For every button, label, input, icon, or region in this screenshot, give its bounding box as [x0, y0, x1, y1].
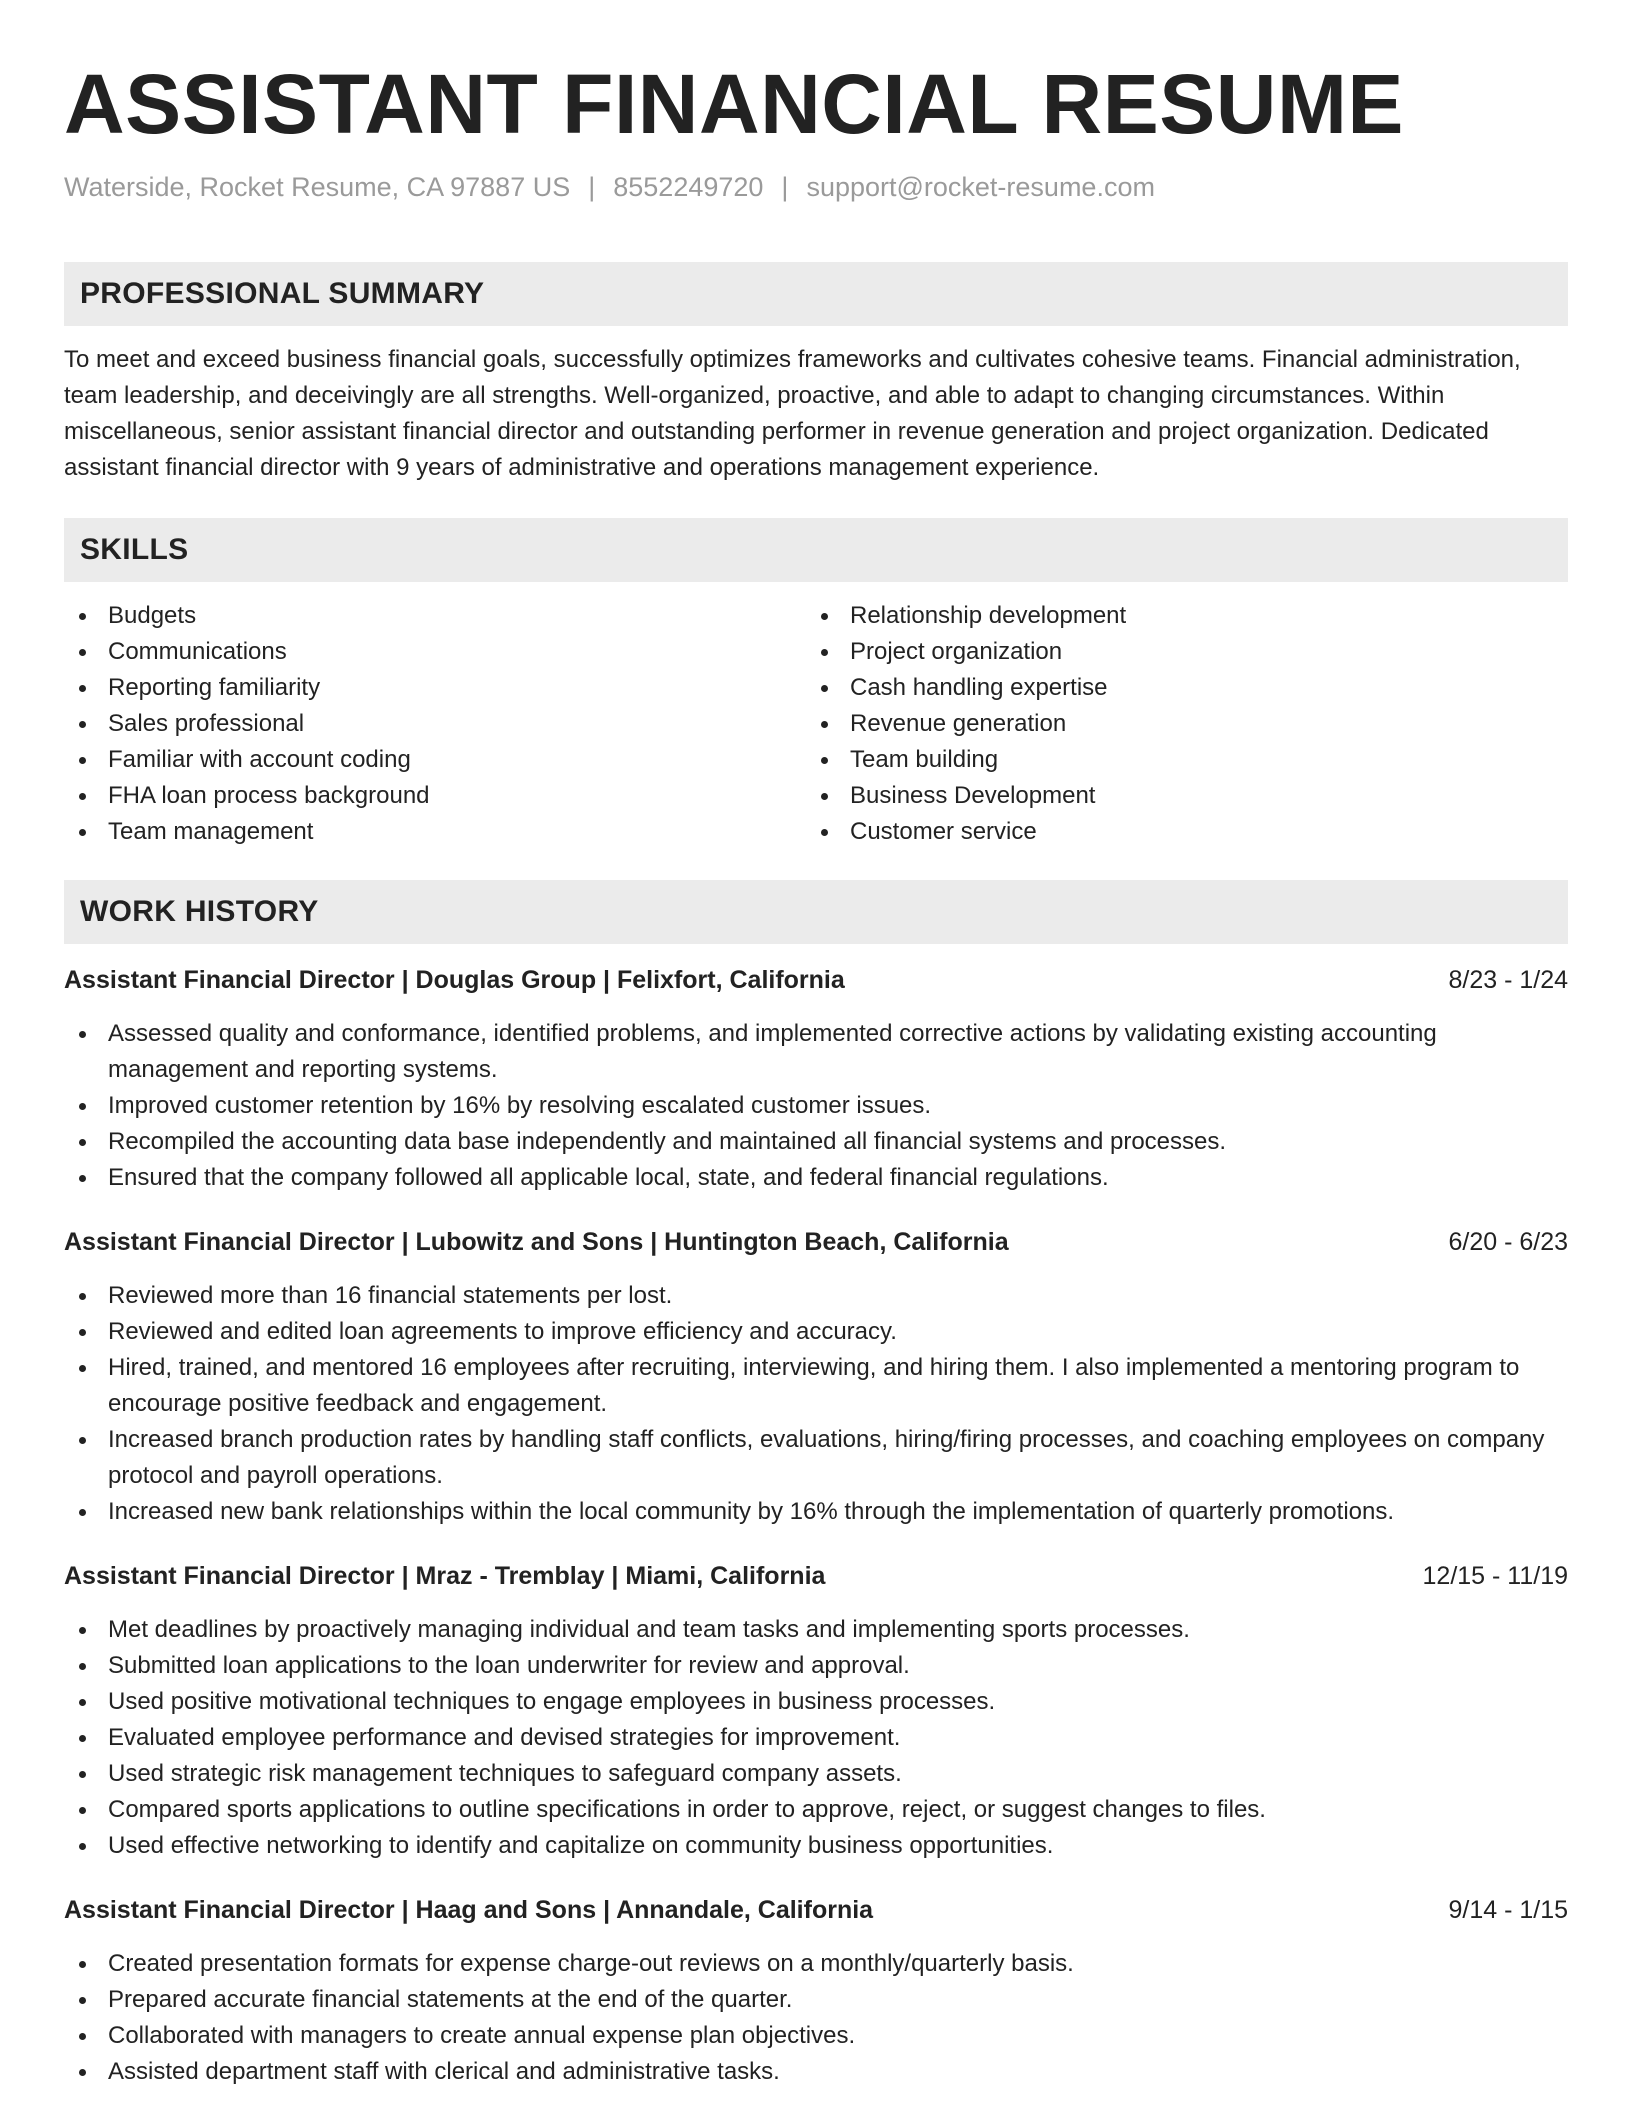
job-entry: [64, 1558, 1568, 1864]
job-header: [64, 1558, 1568, 1594]
bullet-icon: [79, 2033, 86, 2040]
job-bullet: [64, 1612, 1568, 1648]
job-bullet: [64, 1494, 1568, 1530]
job-dates: 9/14 - 1/15: [1448, 1896, 1568, 1924]
job-bullets: [64, 1612, 1568, 1864]
bullet-icon: [79, 829, 86, 836]
job-bullet: [64, 1756, 1568, 1792]
skill-item: [64, 598, 806, 634]
list-item-text: Assisted department staff with clerical and administrative tasks.: [108, 2058, 780, 2085]
list-item-text: Team building: [850, 746, 999, 773]
bullet-icon: [821, 829, 828, 836]
job-bullet: [64, 2054, 1568, 2090]
contact-address: Waterside, Rocket Resume, CA 97887 US: [64, 172, 571, 202]
bullet-icon: [821, 685, 828, 692]
summary-section-header: [64, 262, 1568, 326]
skill-item: [64, 670, 806, 706]
job-bullet: [64, 1422, 1568, 1494]
skill-item: [64, 814, 806, 850]
job-bullet: [64, 1314, 1568, 1350]
work-section-title: WORK HISTORY: [80, 895, 319, 928]
list-item-text: Project organization: [850, 638, 1063, 665]
job-bullet: [64, 1982, 1568, 2018]
list-item-text: Business Development: [850, 782, 1096, 809]
job-bullets: [64, 1016, 1568, 1196]
skill-item: [64, 634, 806, 670]
skill-item: [64, 778, 806, 814]
bullet-icon: [79, 685, 86, 692]
job-entry: [64, 1224, 1568, 1530]
list-item-text: Customer service: [850, 818, 1037, 845]
job-bullet: [64, 1278, 1568, 1314]
summary-text: To meet and exceed business financial goals, successfully optimizes frameworks and cultivates cohesive teams. Financial administration, team leadership, and deceivingly are all strengths. Well-organized, proactive, and able to adapt to changing circumstances. Within miscellaneous, senior assistant financial director and outstanding performer in revenue generation and project organization. Dedicated assistant financial director with 9 years of administrative and operations management experience.: [64, 346, 1521, 481]
job-bullet: [64, 1160, 1568, 1196]
list-item-text: Used effective networking to identify and capitalize on community business opportunities.: [108, 1832, 1054, 1859]
bullet-icon: [79, 613, 86, 620]
job-header: [64, 1892, 1568, 1928]
skill-item: [806, 778, 1548, 814]
job-bullets: [64, 1278, 1568, 1530]
list-item-text: Team management: [108, 818, 314, 845]
job-title: Assistant Financial Director | Haag and Sons | Annandale, California: [64, 1896, 874, 1924]
list-item-text: Increased branch production rates by handling staff conflicts, evaluations, hiring/firing processes, and coaching employees on company protocol and payroll operations.: [108, 1426, 1545, 1489]
job-title: Assistant Financial Director | Mraz - Tremblay | Miami, California: [64, 1562, 826, 1590]
bullet-icon: [79, 1509, 86, 1516]
list-item-text: Prepared accurate financial statements at the end of the quarter.: [108, 1986, 793, 2013]
job-header: [64, 1224, 1568, 1260]
bullet-icon: [821, 757, 828, 764]
skills-section-header: [64, 518, 1568, 582]
list-item-text: FHA loan process background: [108, 782, 430, 809]
skill-item: [806, 814, 1548, 850]
job-header: [64, 962, 1568, 998]
job-bullets: [64, 1946, 1568, 2090]
list-item-text: Increased new bank relationships within the local community by 16% through the implementation of quarterly promotions.: [108, 1498, 1395, 1525]
bullet-icon: [79, 721, 86, 728]
list-item-text: Cash handling expertise: [850, 674, 1108, 701]
list-item-text: Reviewed and edited loan agreements to improve efficiency and accuracy.: [108, 1318, 897, 1345]
list-item-text: Ensured that the company followed all applicable local, state, and federal financial regulations.: [108, 1164, 1109, 1191]
bullet-icon: [79, 1031, 86, 1038]
bullet-icon: [79, 1735, 86, 1742]
skill-item: [64, 706, 806, 742]
job-bullet: [64, 1720, 1568, 1756]
bullet-icon: [79, 1329, 86, 1336]
bullet-icon: [79, 757, 86, 764]
list-item-text: Used strategic risk management techniques to safeguard company assets.: [108, 1760, 902, 1787]
list-item-text: Communications: [108, 638, 287, 665]
bullet-icon: [79, 793, 86, 800]
list-item-text: Sales professional: [108, 710, 305, 737]
skill-item: [64, 742, 806, 778]
bullet-icon: [821, 613, 828, 620]
job-dates: 12/15 - 11/19: [1422, 1562, 1568, 1590]
skills-list: [64, 598, 1568, 850]
job-bullet: [64, 1016, 1568, 1088]
job-entry: [64, 1892, 1568, 2090]
contact-separator: |: [781, 172, 789, 202]
contact-email: support@rocket-resume.com: [806, 172, 1155, 202]
bullet-icon: [79, 1627, 86, 1634]
job-bullet: [64, 1684, 1568, 1720]
list-item-text: Created presentation formats for expense charge-out reviews on a monthly/quarterly basis.: [108, 1950, 1074, 1977]
bullet-icon: [79, 1293, 86, 1300]
bullet-icon: [79, 1699, 86, 1706]
bullet-icon: [79, 1997, 86, 2004]
list-item-text: Relationship development: [850, 602, 1127, 629]
bullet-icon: [79, 1771, 86, 1778]
list-item-text: Met deadlines by proactively managing individual and team tasks and implementing sports processes.: [108, 1616, 1190, 1643]
bullet-icon: [79, 1961, 86, 1968]
list-item-text: Reporting familiarity: [108, 674, 321, 701]
resume-name: ASSISTANT FINANCIAL RESUME: [64, 57, 1404, 151]
skill-item: [806, 634, 1548, 670]
bullet-icon: [79, 1663, 86, 1670]
job-bullet: [64, 1124, 1568, 1160]
bullet-icon: [79, 1437, 86, 1444]
list-item-text: Revenue generation: [850, 710, 1067, 737]
list-item-text: Improved customer retention by 16% by resolving escalated customer issues.: [108, 1092, 932, 1119]
job-entry: [64, 962, 1568, 1196]
job-bullet: [64, 1648, 1568, 1684]
bullet-icon: [79, 1843, 86, 1850]
list-item-text: Assessed quality and conformance, identified problems, and implemented corrective actions by validating existing accounting management and reporting systems.: [108, 1020, 1437, 1083]
list-item-text: Budgets: [108, 602, 197, 629]
list-item-text: Used positive motivational techniques to engage employees in business processes.: [108, 1688, 996, 1715]
job-bullet: [64, 1828, 1568, 1864]
job-title: Assistant Financial Director | Lubowitz and Sons | Huntington Beach, California: [64, 1228, 1009, 1256]
skills-column-right: [806, 598, 1548, 850]
bullet-icon: [79, 1365, 86, 1372]
bullet-icon: [79, 1139, 86, 1146]
contact-separator: |: [588, 172, 596, 202]
job-dates: 8/23 - 1/24: [1448, 966, 1568, 994]
job-bullet: [64, 1088, 1568, 1124]
resume-page: [64, 0, 1568, 2090]
job-bullet: [64, 1792, 1568, 1828]
list-item-text: Hired, trained, and mentored 16 employees after recruiting, interviewing, and hiring them. I also implemented a mentoring program to encourage positive feedback and engagement.: [108, 1354, 1520, 1417]
skill-item: [806, 670, 1548, 706]
bullet-icon: [821, 649, 828, 656]
bullet-icon: [821, 721, 828, 728]
summary-section-title: PROFESSIONAL SUMMARY: [80, 277, 485, 310]
list-item-text: Familiar with account coding: [108, 746, 411, 773]
skill-item: [806, 742, 1548, 778]
job-bullet: [64, 1946, 1568, 1982]
job-dates: 6/20 - 6/23: [1448, 1228, 1568, 1256]
bullet-icon: [821, 793, 828, 800]
skill-item: [806, 598, 1548, 634]
contact-phone: 8552249720: [613, 172, 764, 202]
bullet-icon: [79, 1807, 86, 1814]
skill-item: [806, 706, 1548, 742]
contact-line: [64, 170, 1568, 204]
work-section-header: [64, 880, 1568, 944]
list-item-text: Recompiled the accounting data base independently and maintained all financial systems and processes.: [108, 1128, 1227, 1155]
job-bullet: [64, 2018, 1568, 2054]
bullet-icon: [79, 649, 86, 656]
job-bullet: [64, 1350, 1568, 1422]
bullet-icon: [79, 1175, 86, 1182]
list-item-text: Collaborated with managers to create annual expense plan objectives.: [108, 2022, 856, 2049]
skills-column-left: [64, 598, 806, 850]
list-item-text: Evaluated employee performance and devised strategies for improvement.: [108, 1724, 901, 1751]
bullet-icon: [79, 2069, 86, 2076]
skills-section-title: SKILLS: [80, 533, 189, 566]
job-title: Assistant Financial Director | Douglas Group | Felixfort, California: [64, 966, 845, 994]
bullet-icon: [79, 1103, 86, 1110]
work-history-list: [64, 962, 1568, 2090]
list-item-text: Submitted loan applications to the loan underwriter for review and approval.: [108, 1652, 910, 1679]
list-item-text: Reviewed more than 16 financial statements per lost.: [108, 1282, 673, 1309]
list-item-text: Compared sports applications to outline specifications in order to approve, reject, or suggest changes to files.: [108, 1796, 1266, 1823]
